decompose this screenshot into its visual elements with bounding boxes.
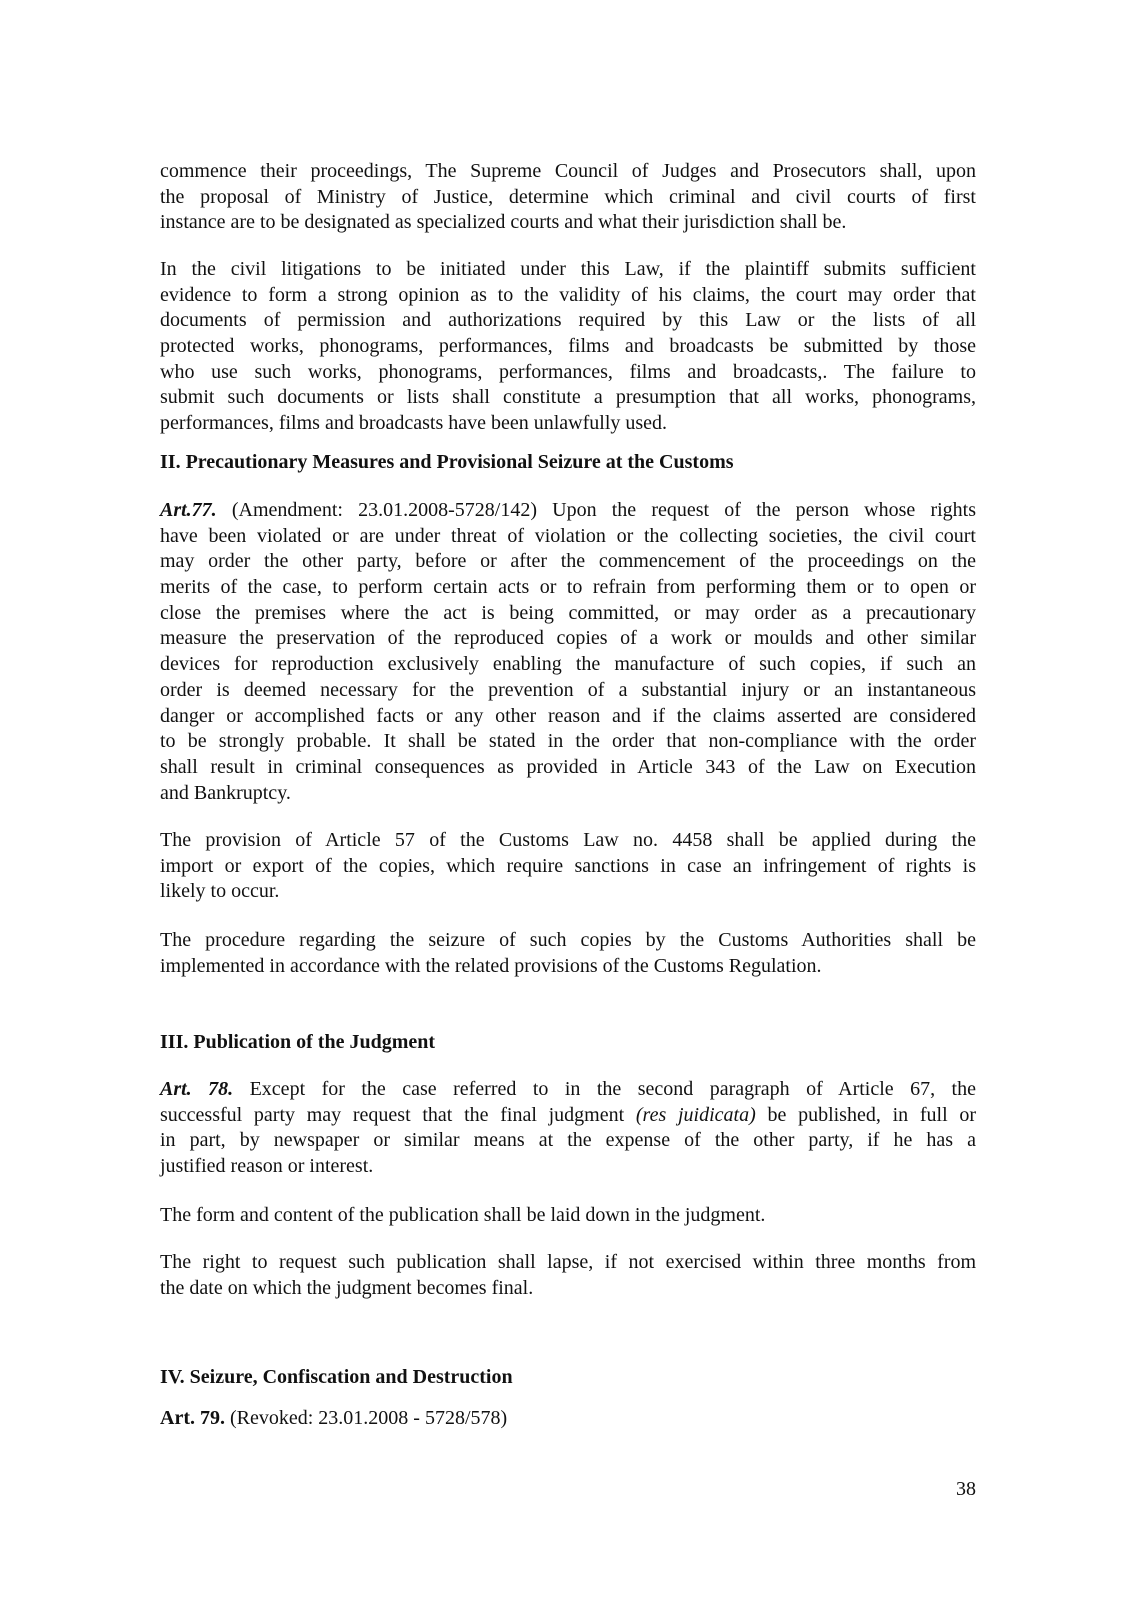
text-line: and Bankruptcy. xyxy=(160,781,291,804)
text-line: Except for the case referred to in the second paragraph of Article 67, the xyxy=(233,1078,976,1100)
section-heading-iv: IV. Seizure, Confiscation and Destruction xyxy=(160,1366,513,1388)
text-line: The form and content of the publication shall be laid down in the judgment. xyxy=(160,1204,766,1226)
text-fragment: be published, in full or xyxy=(755,1103,977,1126)
article-79 xyxy=(160,1406,976,1432)
text-line: measure the preservation of the reproduced copies of a work or moulds and other similar xyxy=(160,627,976,650)
paragraph-civil-litigations xyxy=(160,257,976,437)
text-line: commence their proceedings, The Supreme Council of Judges and Prosecutors shall, upon xyxy=(160,160,976,182)
paragraph-publication-lapse xyxy=(160,1250,976,1301)
text-line: have been violated or are under threat of violation or the collecting societies, the civil court xyxy=(160,524,976,547)
text-line: may order the other party, before or after the commencement of the proceedings on the xyxy=(160,550,976,573)
text-line: the proposal of Ministry of Justice, determine which criminal and civil courts of first xyxy=(160,185,976,208)
article-label: Art. 78. xyxy=(160,1078,234,1100)
text-line: order is deemed necessary for the prevention of a substantial injury or an instantaneous xyxy=(160,678,976,701)
text-line: in part, by newspaper or similar means at the expense of the other party, if he has a xyxy=(160,1129,976,1152)
text-line: shall result in criminal consequences as provided in Article 343 of the Law on Execution xyxy=(160,755,976,778)
latin-term: (res juidicata) xyxy=(635,1103,756,1126)
text-line: justified reason or interest. xyxy=(160,1155,374,1178)
paragraph-seizure-procedure xyxy=(160,928,976,979)
text-line: protected works, phonograms, performances, films and broadcasts be submitted by those xyxy=(160,335,976,358)
text-line: documents of permission and authorizations required by this Law or the lists of all xyxy=(160,309,976,332)
text-line: The procedure regarding the seizure of such copies by the Customs Authorities shall be xyxy=(160,929,976,951)
paragraph-publication-form xyxy=(160,1203,976,1229)
text-line: close the premises where the act is being committed, or may order as a precautionary xyxy=(160,601,976,624)
article-label: Art. 79. xyxy=(160,1407,225,1429)
text-line: to be strongly probable. It shall be stated in the order that non-compliance with the order xyxy=(160,730,976,753)
page-number: 38 xyxy=(956,1478,976,1500)
text-line: evidence to form a strong opinion as to the validity of his claims, the court may order that xyxy=(160,283,976,306)
paragraph-customs-law xyxy=(160,828,976,905)
text-fragment: successful party may request that the final judgment xyxy=(160,1103,636,1126)
text-line: instance are to be designated as specialized courts and what their jurisdiction shall be. xyxy=(160,211,847,234)
text-line: implemented in accordance with the related provisions of the Customs Regulation. xyxy=(160,954,822,977)
text-line: The right to request such publication shall lapse, if not exercised within three months from xyxy=(160,1251,976,1273)
text-line: import or export of the copies, which require sanctions in case an infringement of rights is xyxy=(160,854,976,877)
article-77 xyxy=(160,498,976,806)
article-78 xyxy=(160,1077,976,1180)
text-line: devices for reproduction exclusively enabling the manufacture of such copies, if such an xyxy=(160,653,976,676)
section-heading-ii: II. Precautionary Measures and Provisional Seizure at the Customs xyxy=(160,451,734,473)
text-line: (Amendment: 23.01.2008-5728/142) Upon the request of the person whose rights xyxy=(216,499,976,521)
section-heading-iii: III. Publication of the Judgment xyxy=(160,1031,436,1053)
text-line: (Revoked: 23.01.2008 - 5728/578) xyxy=(224,1407,508,1429)
text-line: The provision of Article 57 of the Customs Law no. 4458 shall be applied during the xyxy=(160,829,976,851)
text-line: performances, films and broadcasts have been unlawfully used. xyxy=(160,412,668,435)
text-line: the date on which the judgment becomes final. xyxy=(160,1276,534,1299)
text-line: In the civil litigations to be initiated under this Law, if the plaintiff submits sufficient xyxy=(160,258,976,280)
text-line: who use such works, phonograms, performances, films and broadcasts,. The failure to xyxy=(160,360,976,383)
text-line: merits of the case, to perform certain acts or to refrain from performing them or to open or xyxy=(160,576,976,599)
article-label: Art.77. xyxy=(160,499,217,521)
text-line: danger or accomplished facts or any other reason and if the claims asserted are considered xyxy=(160,704,976,727)
paragraph-specialized-courts xyxy=(160,159,976,236)
text-line: submit such documents or lists shall constitute a presumption that all works, phonograms, xyxy=(160,386,976,409)
text-line: likely to occur. xyxy=(160,880,280,903)
